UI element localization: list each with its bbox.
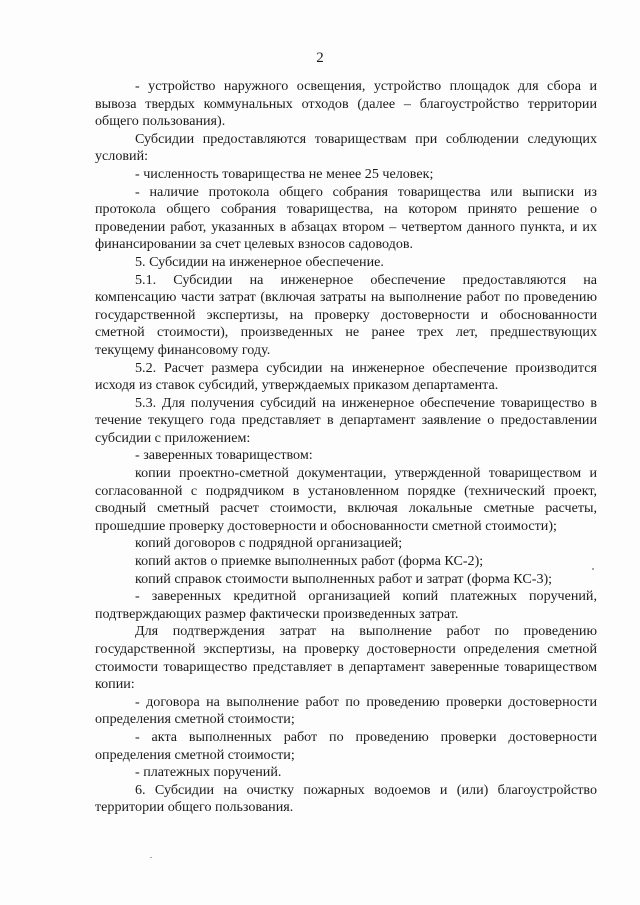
paragraph-16: - договора на выполнение работ по проведению проверки достоверности определения сметной стоимости; bbox=[95, 693, 597, 728]
scan-speck bbox=[150, 857, 152, 858]
paragraph-4: - наличие протокола общего собрания товарищества или выписки из протокола общего собрания товарищества, на котором принято решение о проведении работ, указанных в абзацах втором – четвертом данного пункта, и их финансировании за счет целевых взносов садоводов. bbox=[95, 183, 597, 253]
paragraph-7: 5.2. Расчет размера субсидии на инженерное обеспечение производится исходя из ставок субсидий, утверждаемых приказом департамента. bbox=[95, 359, 597, 394]
page-number: 2 bbox=[316, 50, 324, 66]
paragraph-13: копий справок стоимости выполненных работ и затрат (форма КС-3); bbox=[135, 570, 553, 587]
scan-speck bbox=[592, 568, 594, 570]
paragraph-15: Для подтверждения затрат на выполнение работ по проведению государственной экспертизы, на проверку достоверности определения сметной стоимости товарищество представляет в департамент заверенные товариществом копии: bbox=[95, 623, 597, 693]
paragraph-5: 5. Субсидии на инженерное обеспечение. bbox=[135, 253, 384, 270]
document-body bbox=[95, 78, 597, 817]
paragraph-3: - численность товарищества не менее 25 человек; bbox=[135, 165, 434, 182]
paragraph-17: - акта выполненных работ по проведению проверки достоверности определения сметной стоимости; bbox=[95, 728, 597, 763]
paragraph-14: - заверенных кредитной организацией копий платежных поручений, подтверждающих размер фактически произведенных затрат. bbox=[95, 588, 597, 622]
paragraph-9: - заверенных товариществом: bbox=[135, 447, 313, 464]
paragraph-18: - платежных поручений. bbox=[135, 764, 282, 781]
paragraph-19: 6. Субсидии на очистку пожарных водоемов и (или) благоустройство территории общего пользования. bbox=[95, 781, 597, 816]
paragraph-8: 5.3. Для получения субсидий на инженерное обеспечение товарищество в течение текущего года представляет в департамент заявление о предоставлении субсидии с приложением: bbox=[95, 394, 597, 446]
paragraph-10: копии проектно-сметной документации, утвержденной товариществом и согласованной с подрядчиком в установленном порядке (технический проект, сводный сметный расчет стоимости, включая локальные сметные расчеты, прошедшие проверку достоверности и обоснованности сметной стоимости); bbox=[95, 465, 597, 534]
paragraph-2: Субсидии предоставляются товариществам при соблюдении следующих условий: bbox=[95, 130, 597, 165]
paragraph-11: копий договоров с подрядной организацией; bbox=[135, 535, 403, 552]
paragraph-6: 5.1. Субсидии на инженерное обеспечение предоставляются на компенсацию части затрат (включая затраты на выполнение работ по проведению государственной экспертизы, на проверку достоверности и обоснованности сметной стоимости), произведенных не ранее трех лет, предшествующих текущему финансовому году. bbox=[95, 271, 597, 358]
paragraph-12: копий актов о приемке выполненных работ (форма КС-2); bbox=[135, 553, 484, 570]
paragraph-1: - устройство наружного освещения, устройство площадок для сбора и вывоза твердых коммунальных отходов (далее – благоустройство территории общего пользования). bbox=[95, 78, 597, 130]
